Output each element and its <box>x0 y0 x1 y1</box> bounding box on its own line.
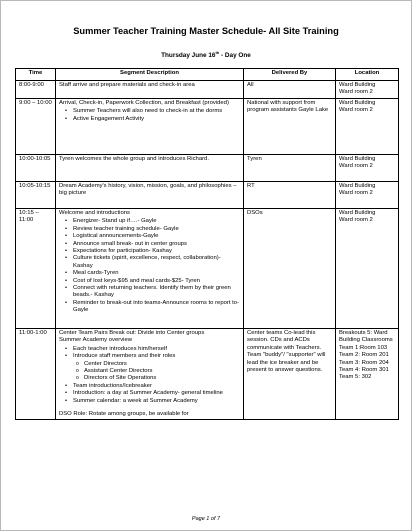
header-time: Time <box>16 69 56 81</box>
bullet-list <box>59 108 240 123</box>
cell-location <box>336 99 399 155</box>
location-line: Team 2: Room 201 <box>339 352 389 359</box>
location-line: Ward room 2 <box>339 217 373 224</box>
cell-time: 8:00-9:00 <box>16 81 56 99</box>
header-row <box>16 69 399 81</box>
list-item: • Summer calendar: a week at Summer Academy <box>73 398 240 405</box>
cell-location <box>336 209 399 329</box>
table-row <box>16 81 399 99</box>
location-line: Ward room 2 <box>339 107 373 114</box>
list-item: • Cost of lost keys-$95 and meal cards-$25- Tyren <box>73 278 240 285</box>
header-segment: Segment Description <box>56 69 244 81</box>
list-item: • Summer Teachers will also need to check-in at the dorms <box>73 108 240 115</box>
list-item: • Review teacher training schedule- Gayle <box>73 226 240 233</box>
cell-delivered-by: Center teams Co-lead this session. CDs and ACDs communicate with Teachers. Team "buddy"/ "supporter" will lead the ice breaker and be present to answer questions. <box>244 329 336 420</box>
cell-time: 10:00-10:05 <box>16 155 56 182</box>
list-item: • Reminder to break-out into teams-Announce rooms to report to- Gayle <box>73 300 240 315</box>
cell-time: 10:15 – 11:00 <box>16 209 56 329</box>
bullet-list <box>59 346 240 361</box>
list-item: • Announce small break- out in center groups <box>73 241 240 248</box>
sub-list-item: o Directors of Site Operations <box>84 375 240 382</box>
location-line: Team 1:Room 103 <box>339 344 388 351</box>
cell-location <box>336 329 399 420</box>
list-item: • Active Engagement Activity <box>73 116 240 123</box>
schedule-table <box>15 68 399 420</box>
subtitle-day: - Day One <box>219 52 251 60</box>
list-item: • Team introductions/Icebreaker <box>73 383 240 390</box>
cell-location <box>336 155 399 182</box>
table-row <box>16 155 399 182</box>
cell-description <box>56 329 244 420</box>
list-item: • Meal cards-Tyren <box>73 270 240 277</box>
page-footer: Page 1 of 7 <box>191 516 221 522</box>
description-text: DSO Role: Rotate among groups, be available for <box>59 411 189 418</box>
cell-description <box>56 209 244 329</box>
cell-description <box>56 99 244 155</box>
cell-time: 9:00 – 10:00 <box>16 99 56 155</box>
table-row <box>16 209 399 329</box>
cell-time: 10:05-10:15 <box>16 182 56 209</box>
list-item: • Expectations for participation- Kashay <box>73 248 240 255</box>
header-location: Location <box>336 69 399 81</box>
location-line: Ward Building <box>339 100 376 106</box>
location-line: Ward Building <box>339 210 376 216</box>
cell-description: Tyren welcomes the whole group and introduces Richard. <box>56 155 244 182</box>
header-delivered-by: Delivered By <box>244 69 336 81</box>
description-text: Summer Academy overview <box>59 337 133 344</box>
cell-delivered-by: DSOs <box>244 209 336 329</box>
list-item: • Energizer- Stand up if….- Gayle <box>73 218 240 225</box>
day-subtitle <box>1 50 411 59</box>
bullet-list <box>59 218 240 314</box>
list-item: • Culture tickets (spirit, excellence, respect, collaboration)- Kashay <box>73 255 240 270</box>
bullet-list <box>59 383 240 405</box>
location-line: Breakouts 5: Ward Building Classrooms <box>339 330 393 344</box>
cell-location <box>336 182 399 209</box>
document-title: Summer Teacher Training Master Schedule- All Site Training <box>73 26 339 36</box>
list-item: • Introduce staff members and their roles <box>73 353 240 360</box>
description-text: Arrival, Check-in, Paperwork Collection, and Breakfast (provided) <box>59 100 229 106</box>
location-line: Ward Building <box>339 183 376 189</box>
table-row <box>16 329 399 420</box>
cell-description: Staff arrive and prepare materials and check-in area <box>56 81 244 99</box>
subtitle-ordinal: th <box>215 50 220 55</box>
sub-list-item: o Assistant Center Directors <box>84 368 240 375</box>
list-item: • Introduction: a day at Summer Academy- general timeline <box>73 390 240 397</box>
list-item: • Each teacher introduces him/herself <box>73 346 240 353</box>
cell-location <box>336 81 399 99</box>
list-item: • Logistical announcements-Gayle <box>73 233 240 240</box>
cell-time: 11:00-1:00 <box>16 329 56 420</box>
subtitle-date: Thursday June 16 <box>161 52 216 60</box>
cell-delivered-by: All <box>244 81 336 99</box>
location-line: Team 5: 302 <box>339 374 372 381</box>
cell-description: Dream Academy's history, vision, mission, goals, and philosophies – big picture <box>56 182 244 209</box>
cell-delivered-by: Tyren <box>244 155 336 182</box>
location-line: Ward room 2 <box>339 163 373 170</box>
sub-list <box>59 361 240 383</box>
location-line: Ward Building <box>339 156 376 162</box>
description-text: Center Team Pairs Break out: Divide into Center groups <box>59 330 205 336</box>
table-row <box>16 99 399 155</box>
table-row <box>16 182 399 209</box>
cell-delivered-by: RT <box>244 182 336 209</box>
location-line: Team 4: Room 301 <box>339 367 389 374</box>
description-text: Welcome and introductions <box>59 210 130 216</box>
sub-list-item: o Center Directors <box>84 361 240 368</box>
cell-delivered-by: National with support from program assistants Gayle Lake <box>244 99 336 155</box>
location-line: Ward room 2 <box>339 190 373 197</box>
location-line: Team 3: Room 204 <box>339 359 389 366</box>
location-line: Ward room 2 <box>339 89 373 96</box>
list-item: • Connect with returning teachers. Identify them by their green beads.- Kashay <box>73 285 240 300</box>
location-line: Ward Building <box>339 82 376 88</box>
